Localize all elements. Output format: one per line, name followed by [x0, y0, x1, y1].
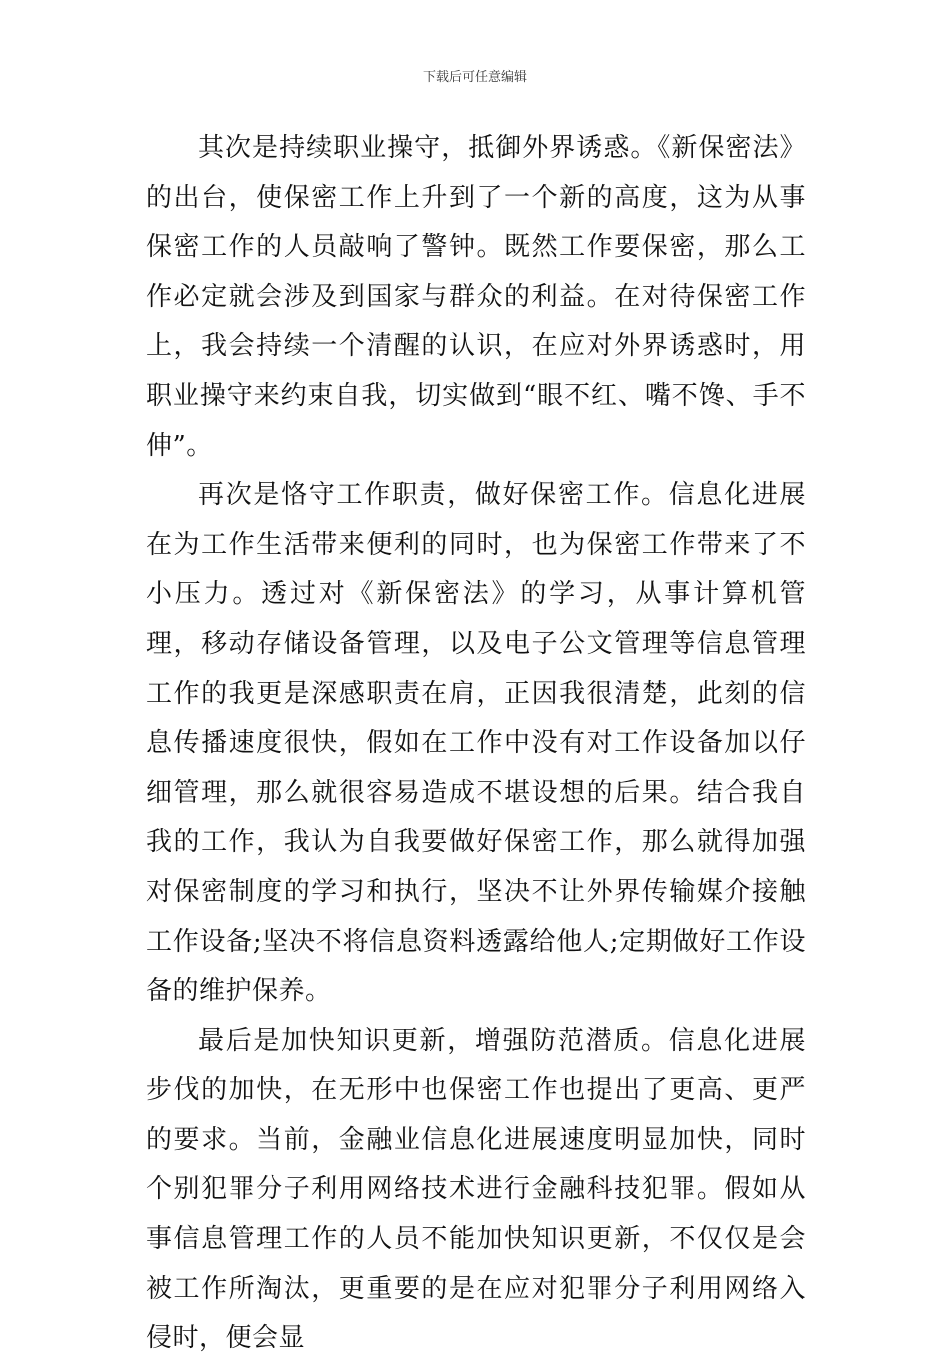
- document-body: [146, 124, 806, 1364]
- paragraph-professional-ethics: 其次是持续职业操守，抵御外界诱惑。《新保密法》的出台，使保密工作上升到了一个新的高度，这为从事保密工作的人员敲响了警钟。既然工作要保密，那么工作必定就会涉及到国家与群众的利益。在对待保密工作上，我会持续一个清醒的认识，在应对外界诱惑时，用职业操守来约束自我，切实做到“眼不红、嘴不馋、手不伸”。: [146, 133, 806, 461]
- page-header: 下载后可任意编辑: [422, 70, 527, 85]
- paragraph-knowledge-update: 最后是加快知识更新，增强防范潜质。信息化进展步伐的加快，在无形中也保密工作也提出了更高、更严的要求。当前，金融业信息化进展速度明显加快，同时个别犯罪分子利用网络技术进行金融科技犯罪。假如从事信息管理工作的人员不能加快知识更新，不仅仅是会被工作所淘汰，更重要的是在应对犯罪分子利用网络入侵时，便会显: [146, 1025, 806, 1354]
- paragraph-work-duties: 再次是恪守工作职责，做好保密工作。信息化进展在为工作生活带来便利的同时，也为保密工作带来了不小压力。透过对《新保密法》的学习，从事计算机管理，移动存储设备管理，以及电子公文管理等信息管理工作的我更是深感职责在肩，正因我很清楚，此刻的信息传播速度很快，假如在工作中没有对工作设备加以仔细管理，那么就很容易造成不堪设想的后果。结合我自我的工作，我认为自我要做好保密工作，那么就得加强对保密制度的学习和执行，坚决不让外界传输媒介接触工作设备;坚决不将信息资料透露给他人;定期做好工作设备的维护保养。: [146, 480, 806, 1007]
